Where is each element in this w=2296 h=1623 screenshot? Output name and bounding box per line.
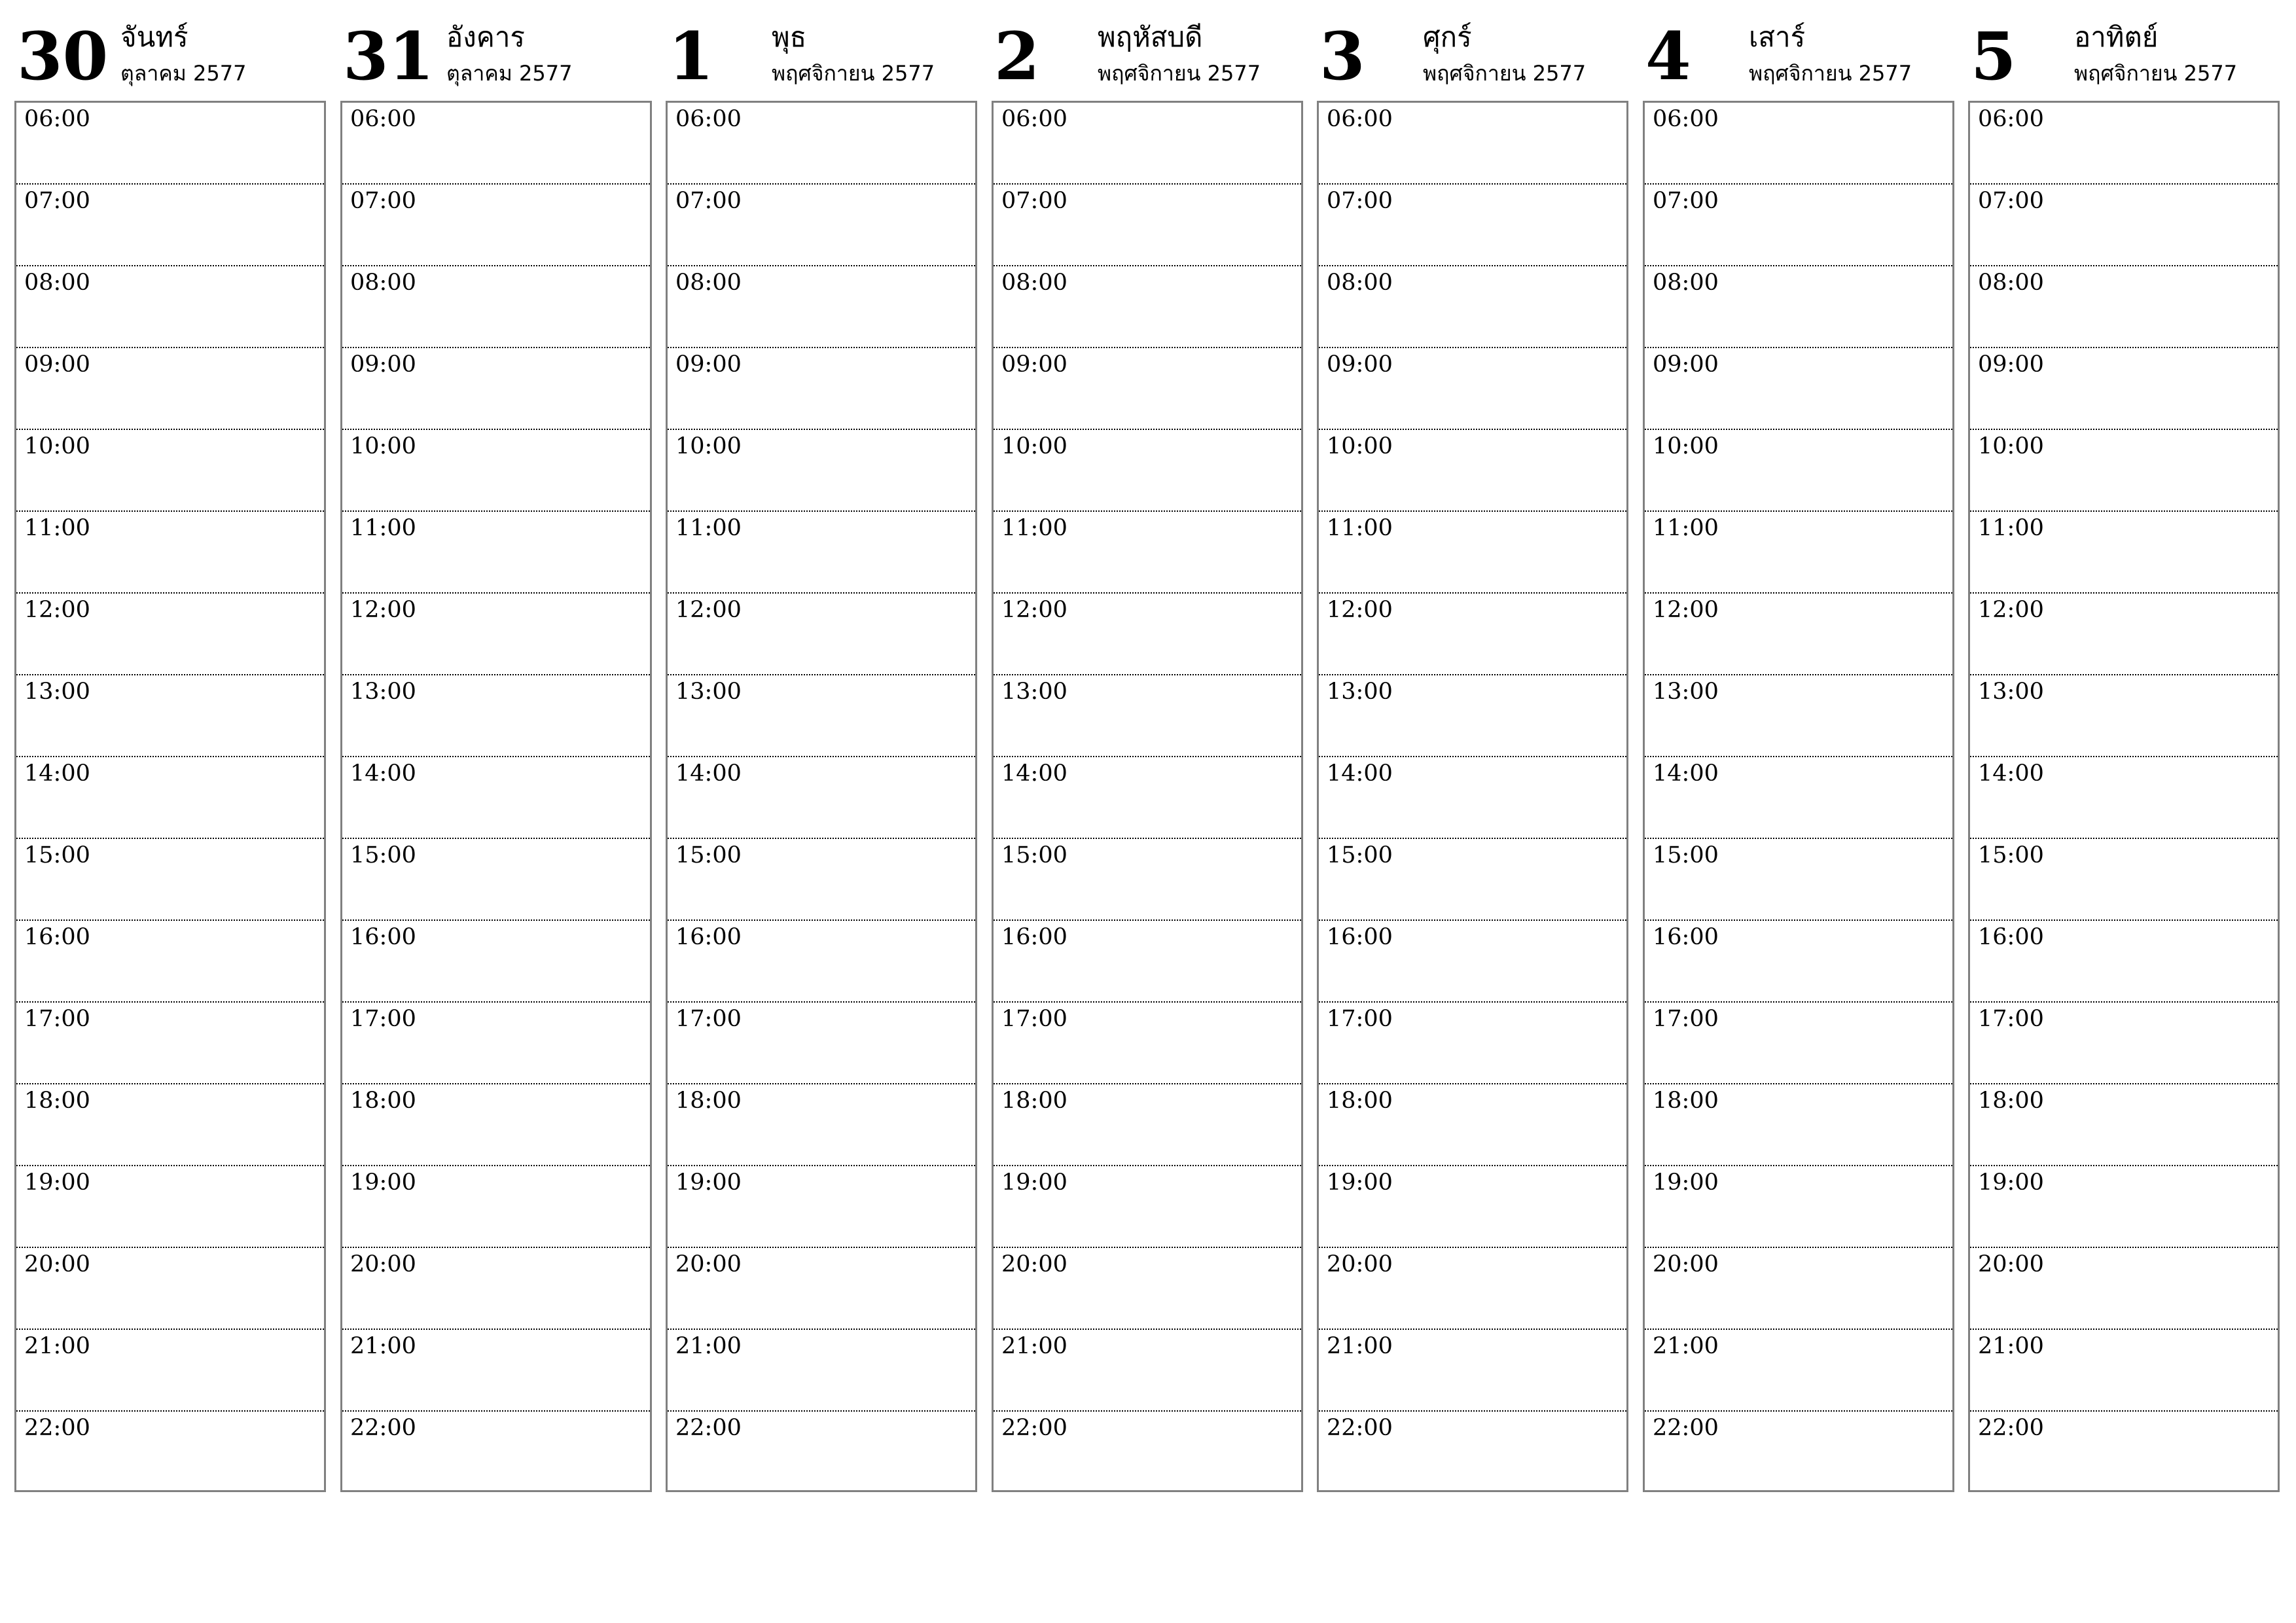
time-slot[interactable] bbox=[1319, 1084, 1626, 1166]
time-slot[interactable] bbox=[668, 1248, 975, 1330]
time-slot[interactable] bbox=[1645, 430, 1952, 512]
time-label: 19:00 bbox=[24, 1169, 90, 1196]
time-slot[interactable] bbox=[994, 1084, 1301, 1166]
time-label: 07:00 bbox=[1653, 188, 1719, 214]
time-label: 17:00 bbox=[24, 1006, 90, 1032]
time-slot[interactable] bbox=[994, 839, 1301, 921]
time-label: 15:00 bbox=[24, 842, 90, 868]
time-label: 10:00 bbox=[1327, 433, 1393, 459]
time-slot[interactable] bbox=[1970, 1248, 2278, 1330]
time-label: 20:00 bbox=[675, 1251, 742, 1277]
time-label: 21:00 bbox=[1653, 1333, 1719, 1359]
time-slot[interactable] bbox=[994, 757, 1301, 839]
day-header bbox=[1968, 0, 2280, 101]
time-label: 09:00 bbox=[1001, 351, 1067, 378]
time-slot[interactable] bbox=[994, 675, 1301, 757]
time-slot[interactable] bbox=[342, 1084, 650, 1166]
month-year: พฤศจิกายน 2577 bbox=[2074, 61, 2238, 86]
time-slot[interactable] bbox=[1319, 512, 1626, 594]
time-slot[interactable] bbox=[1645, 103, 1952, 185]
time-label: 18:00 bbox=[1001, 1088, 1067, 1114]
time-label: 16:00 bbox=[1978, 924, 2044, 950]
time-label: 14:00 bbox=[1653, 760, 1719, 787]
time-slot[interactable] bbox=[16, 266, 324, 348]
time-slot[interactable] bbox=[1645, 675, 1952, 757]
time-slot[interactable] bbox=[994, 1330, 1301, 1412]
time-slot[interactable] bbox=[16, 1084, 324, 1166]
time-slot[interactable] bbox=[994, 266, 1301, 348]
time-label: 11:00 bbox=[24, 515, 90, 541]
time-label: 13:00 bbox=[350, 679, 416, 705]
month-year: พฤศจิกายน 2577 bbox=[1098, 61, 1261, 86]
time-slot[interactable] bbox=[16, 1248, 324, 1330]
time-label: 21:00 bbox=[1327, 1333, 1393, 1359]
time-label: 14:00 bbox=[24, 760, 90, 787]
time-slot[interactable] bbox=[668, 757, 975, 839]
time-slot[interactable] bbox=[16, 839, 324, 921]
time-slot[interactable] bbox=[668, 430, 975, 512]
time-slot[interactable] bbox=[342, 1166, 650, 1248]
time-slot[interactable] bbox=[1645, 185, 1952, 266]
time-slot[interactable] bbox=[994, 103, 1301, 185]
day-header bbox=[1643, 0, 1954, 101]
time-slot[interactable] bbox=[16, 921, 324, 1003]
time-slot[interactable] bbox=[1319, 921, 1626, 1003]
time-label: 19:00 bbox=[1001, 1169, 1067, 1196]
time-label: 18:00 bbox=[350, 1088, 416, 1114]
time-slot[interactable] bbox=[1645, 1412, 1952, 1493]
day-header bbox=[14, 0, 326, 101]
month-year: ตุลาคม 2577 bbox=[446, 61, 573, 86]
time-label: 16:00 bbox=[1001, 924, 1067, 950]
time-slot[interactable] bbox=[1319, 1003, 1626, 1084]
time-slot[interactable] bbox=[1970, 1166, 2278, 1248]
time-slot[interactable] bbox=[1319, 757, 1626, 839]
time-slot[interactable] bbox=[994, 512, 1301, 594]
time-slots-box bbox=[340, 101, 652, 1492]
time-label: 07:00 bbox=[1001, 188, 1067, 214]
time-slot[interactable] bbox=[668, 103, 975, 185]
time-slot[interactable] bbox=[1319, 675, 1626, 757]
time-slot[interactable] bbox=[16, 594, 324, 675]
time-label: 22:00 bbox=[1978, 1415, 2044, 1441]
time-slot[interactable] bbox=[342, 266, 650, 348]
time-slot[interactable] bbox=[342, 675, 650, 757]
day-number: 30 bbox=[17, 18, 109, 95]
time-label: 12:00 bbox=[1327, 597, 1393, 623]
time-slot[interactable] bbox=[16, 675, 324, 757]
time-label: 16:00 bbox=[1327, 924, 1393, 950]
time-slots-box bbox=[1643, 101, 1954, 1492]
time-slot[interactable] bbox=[1645, 266, 1952, 348]
time-label: 06:00 bbox=[1001, 106, 1067, 132]
time-slot[interactable] bbox=[1319, 185, 1626, 266]
time-label: 19:00 bbox=[1653, 1169, 1719, 1196]
time-slot[interactable] bbox=[668, 594, 975, 675]
time-label: 21:00 bbox=[1978, 1333, 2044, 1359]
time-slot[interactable] bbox=[668, 839, 975, 921]
time-label: 22:00 bbox=[1327, 1415, 1393, 1441]
time-label: 13:00 bbox=[24, 679, 90, 705]
time-slot[interactable] bbox=[16, 103, 324, 185]
time-slot[interactable] bbox=[1319, 266, 1626, 348]
time-label: 06:00 bbox=[1653, 106, 1719, 132]
time-slot[interactable] bbox=[1970, 1330, 2278, 1412]
time-label: 22:00 bbox=[24, 1415, 90, 1441]
time-label: 06:00 bbox=[675, 106, 742, 132]
time-slot[interactable] bbox=[342, 103, 650, 185]
time-slots-box bbox=[14, 101, 326, 1492]
time-label: 14:00 bbox=[1978, 760, 2044, 787]
time-label: 13:00 bbox=[1978, 679, 2044, 705]
time-label: 20:00 bbox=[1327, 1251, 1393, 1277]
time-label: 17:00 bbox=[1327, 1006, 1393, 1032]
time-label: 15:00 bbox=[1327, 842, 1393, 868]
time-slot[interactable] bbox=[1970, 594, 2278, 675]
time-label: 17:00 bbox=[1978, 1006, 2044, 1032]
time-label: 08:00 bbox=[1653, 270, 1719, 296]
time-slot[interactable] bbox=[342, 430, 650, 512]
time-slot[interactable] bbox=[994, 594, 1301, 675]
day-header bbox=[340, 0, 652, 101]
time-slot[interactable] bbox=[342, 839, 650, 921]
time-label: 06:00 bbox=[350, 106, 416, 132]
time-slot[interactable] bbox=[16, 1166, 324, 1248]
time-slot[interactable] bbox=[1645, 1084, 1952, 1166]
time-slot[interactable] bbox=[1970, 430, 2278, 512]
time-label: 09:00 bbox=[1653, 351, 1719, 378]
time-slot[interactable] bbox=[1319, 1412, 1626, 1493]
time-slot[interactable] bbox=[1645, 1248, 1952, 1330]
time-label: 12:00 bbox=[675, 597, 742, 623]
day-header bbox=[992, 0, 1303, 101]
time-label: 21:00 bbox=[350, 1333, 416, 1359]
time-label: 20:00 bbox=[1001, 1251, 1067, 1277]
time-label: 11:00 bbox=[675, 515, 742, 541]
time-slot[interactable] bbox=[1319, 1248, 1626, 1330]
time-label: 17:00 bbox=[350, 1006, 416, 1032]
time-slot[interactable] bbox=[668, 348, 975, 430]
weekday-name: จันทร์ bbox=[120, 21, 188, 53]
time-label: 13:00 bbox=[1001, 679, 1067, 705]
time-label: 20:00 bbox=[1653, 1251, 1719, 1277]
time-label: 13:00 bbox=[1653, 679, 1719, 705]
time-label: 11:00 bbox=[1327, 515, 1393, 541]
time-label: 18:00 bbox=[1978, 1088, 2044, 1114]
time-slot[interactable] bbox=[668, 1084, 975, 1166]
time-label: 08:00 bbox=[350, 270, 416, 296]
time-label: 19:00 bbox=[675, 1169, 742, 1196]
time-label: 09:00 bbox=[24, 351, 90, 378]
time-slot[interactable] bbox=[342, 185, 650, 266]
time-label: 10:00 bbox=[675, 433, 742, 459]
time-slot[interactable] bbox=[1970, 512, 2278, 594]
time-slot[interactable] bbox=[342, 348, 650, 430]
time-slot[interactable] bbox=[1645, 757, 1952, 839]
weekday-name: อาทิตย์ bbox=[2074, 21, 2159, 53]
time-slot[interactable] bbox=[342, 1003, 650, 1084]
time-label: 07:00 bbox=[1327, 188, 1393, 214]
time-slot[interactable] bbox=[16, 185, 324, 266]
time-label: 18:00 bbox=[1653, 1088, 1719, 1114]
time-label: 20:00 bbox=[1978, 1251, 2044, 1277]
time-label: 10:00 bbox=[1978, 433, 2044, 459]
time-slot[interactable] bbox=[994, 921, 1301, 1003]
day-number: 3 bbox=[1319, 18, 1365, 95]
time-label: 21:00 bbox=[24, 1333, 90, 1359]
time-label: 07:00 bbox=[675, 188, 742, 214]
time-slot[interactable] bbox=[342, 1248, 650, 1330]
time-slot[interactable] bbox=[994, 1003, 1301, 1084]
time-label: 17:00 bbox=[1001, 1006, 1067, 1032]
time-label: 15:00 bbox=[350, 842, 416, 868]
time-label: 08:00 bbox=[1001, 270, 1067, 296]
time-label: 17:00 bbox=[675, 1006, 742, 1032]
time-label: 17:00 bbox=[1653, 1006, 1719, 1032]
time-label: 10:00 bbox=[1001, 433, 1067, 459]
time-label: 19:00 bbox=[350, 1169, 416, 1196]
month-year: พฤศจิกายน 2577 bbox=[1749, 61, 1912, 86]
time-slot[interactable] bbox=[1970, 921, 2278, 1003]
time-label: 15:00 bbox=[1978, 842, 2044, 868]
time-slots-box bbox=[992, 101, 1303, 1492]
time-label: 15:00 bbox=[1653, 842, 1719, 868]
time-label: 19:00 bbox=[1978, 1169, 2044, 1196]
time-label: 18:00 bbox=[1327, 1088, 1393, 1114]
time-slot[interactable] bbox=[668, 1003, 975, 1084]
time-slot[interactable] bbox=[668, 1412, 975, 1493]
time-label: 18:00 bbox=[24, 1088, 90, 1114]
time-slot[interactable] bbox=[1970, 1003, 2278, 1084]
time-label: 08:00 bbox=[1978, 270, 2044, 296]
time-slot[interactable] bbox=[1970, 675, 2278, 757]
time-slot[interactable] bbox=[1319, 348, 1626, 430]
time-label: 14:00 bbox=[350, 760, 416, 787]
time-label: 09:00 bbox=[675, 351, 742, 378]
day-number: 31 bbox=[343, 18, 435, 95]
day-number: 4 bbox=[1645, 18, 1691, 95]
time-slot[interactable] bbox=[1970, 839, 2278, 921]
time-label: 11:00 bbox=[1978, 515, 2044, 541]
time-slot[interactable] bbox=[1970, 103, 2278, 185]
day-number: 5 bbox=[1971, 18, 2017, 95]
time-slot[interactable] bbox=[994, 1412, 1301, 1493]
time-label: 12:00 bbox=[24, 597, 90, 623]
time-slot[interactable] bbox=[668, 512, 975, 594]
time-slots-box bbox=[1968, 101, 2280, 1492]
time-slot[interactable] bbox=[342, 757, 650, 839]
time-label: 15:00 bbox=[675, 842, 742, 868]
time-slot[interactable] bbox=[1319, 103, 1626, 185]
time-slot[interactable] bbox=[668, 921, 975, 1003]
time-slot[interactable] bbox=[1645, 594, 1952, 675]
time-label: 16:00 bbox=[1653, 924, 1719, 950]
time-slot[interactable] bbox=[994, 430, 1301, 512]
time-slot[interactable] bbox=[16, 757, 324, 839]
time-slot[interactable] bbox=[16, 430, 324, 512]
time-slot[interactable] bbox=[1970, 1412, 2278, 1493]
time-slot[interactable] bbox=[16, 512, 324, 594]
time-label: 12:00 bbox=[1653, 597, 1719, 623]
time-label: 12:00 bbox=[1001, 597, 1067, 623]
time-slot[interactable] bbox=[342, 512, 650, 594]
time-label: 07:00 bbox=[350, 188, 416, 214]
time-label: 18:00 bbox=[675, 1088, 742, 1114]
time-slot[interactable] bbox=[16, 348, 324, 430]
time-slot[interactable] bbox=[1970, 757, 2278, 839]
time-label: 16:00 bbox=[350, 924, 416, 950]
time-label: 11:00 bbox=[1001, 515, 1067, 541]
weekday-name: พฤหัสบดี bbox=[1098, 21, 1203, 53]
time-label: 15:00 bbox=[1001, 842, 1067, 868]
time-slot[interactable] bbox=[16, 1412, 324, 1493]
time-label: 12:00 bbox=[1978, 597, 2044, 623]
time-slot[interactable] bbox=[668, 1166, 975, 1248]
time-slot[interactable] bbox=[994, 185, 1301, 266]
time-label: 14:00 bbox=[1001, 760, 1067, 787]
time-label: 08:00 bbox=[1327, 270, 1393, 296]
time-label: 14:00 bbox=[675, 760, 742, 787]
time-slot[interactable] bbox=[1970, 348, 2278, 430]
time-label: 09:00 bbox=[350, 351, 416, 378]
time-label: 11:00 bbox=[350, 515, 416, 541]
time-label: 19:00 bbox=[1327, 1169, 1393, 1196]
time-label: 06:00 bbox=[1978, 106, 2044, 132]
time-label: 22:00 bbox=[675, 1415, 742, 1441]
time-slot[interactable] bbox=[668, 1330, 975, 1412]
time-label: 10:00 bbox=[1653, 433, 1719, 459]
time-slot[interactable] bbox=[1645, 921, 1952, 1003]
time-slot[interactable] bbox=[16, 1003, 324, 1084]
time-slot[interactable] bbox=[1319, 430, 1626, 512]
time-slot[interactable] bbox=[1319, 594, 1626, 675]
time-label: 06:00 bbox=[24, 106, 90, 132]
time-label: 20:00 bbox=[24, 1251, 90, 1277]
time-label: 08:00 bbox=[24, 270, 90, 296]
time-label: 10:00 bbox=[350, 433, 416, 459]
time-slot[interactable] bbox=[994, 348, 1301, 430]
time-label: 22:00 bbox=[1001, 1415, 1067, 1441]
time-label: 10:00 bbox=[24, 433, 90, 459]
time-label: 22:00 bbox=[350, 1415, 416, 1441]
time-label: 21:00 bbox=[675, 1333, 742, 1359]
time-slot[interactable] bbox=[1970, 266, 2278, 348]
weekday-name: เสาร์ bbox=[1749, 21, 1806, 53]
time-slot[interactable] bbox=[342, 921, 650, 1003]
time-slot[interactable] bbox=[994, 1248, 1301, 1330]
day-number: 2 bbox=[994, 18, 1040, 95]
time-label: 11:00 bbox=[1653, 515, 1719, 541]
time-label: 21:00 bbox=[1001, 1333, 1067, 1359]
time-slot[interactable] bbox=[1319, 1166, 1626, 1248]
time-label: 16:00 bbox=[24, 924, 90, 950]
time-slot[interactable] bbox=[1645, 1166, 1952, 1248]
time-slot[interactable] bbox=[1319, 1330, 1626, 1412]
time-slot[interactable] bbox=[1970, 185, 2278, 266]
time-slots-box bbox=[1317, 101, 1628, 1492]
day-number: 1 bbox=[668, 18, 714, 95]
time-label: 07:00 bbox=[24, 188, 90, 214]
time-label: 09:00 bbox=[1978, 351, 2044, 378]
time-label: 20:00 bbox=[350, 1251, 416, 1277]
time-slot[interactable] bbox=[668, 675, 975, 757]
day-header bbox=[666, 0, 977, 101]
time-slot[interactable] bbox=[16, 1330, 324, 1412]
weekday-name: อังคาร bbox=[446, 21, 525, 53]
time-slot[interactable] bbox=[668, 185, 975, 266]
month-year: ตุลาคม 2577 bbox=[120, 61, 247, 86]
time-label: 07:00 bbox=[1978, 188, 2044, 214]
time-slot[interactable] bbox=[1645, 512, 1952, 594]
time-label: 08:00 bbox=[675, 270, 742, 296]
time-label: 22:00 bbox=[1653, 1415, 1719, 1441]
month-year: พฤศจิกายน 2577 bbox=[772, 61, 935, 86]
time-slot[interactable] bbox=[668, 266, 975, 348]
time-slot[interactable] bbox=[1970, 1084, 2278, 1166]
time-slot[interactable] bbox=[342, 1330, 650, 1412]
time-label: 12:00 bbox=[350, 597, 416, 623]
time-label: 14:00 bbox=[1327, 760, 1393, 787]
time-label: 09:00 bbox=[1327, 351, 1393, 378]
time-slots-box bbox=[666, 101, 977, 1492]
time-slot[interactable] bbox=[1319, 839, 1626, 921]
time-label: 06:00 bbox=[1327, 106, 1393, 132]
time-slot[interactable] bbox=[1645, 348, 1952, 430]
month-year: พฤศจิกายน 2577 bbox=[1423, 61, 1587, 86]
weekday-name: ศุกร์ bbox=[1423, 21, 1472, 53]
time-label: 13:00 bbox=[1327, 679, 1393, 705]
time-slot[interactable] bbox=[342, 594, 650, 675]
time-slot[interactable] bbox=[1645, 1003, 1952, 1084]
time-label: 13:00 bbox=[675, 679, 742, 705]
day-header bbox=[1317, 0, 1628, 101]
weekday-name: พุธ bbox=[772, 21, 807, 53]
time-slot[interactable] bbox=[1645, 839, 1952, 921]
time-slot[interactable] bbox=[342, 1412, 650, 1493]
time-slot[interactable] bbox=[994, 1166, 1301, 1248]
time-slot[interactable] bbox=[1645, 1330, 1952, 1412]
time-label: 16:00 bbox=[675, 924, 742, 950]
